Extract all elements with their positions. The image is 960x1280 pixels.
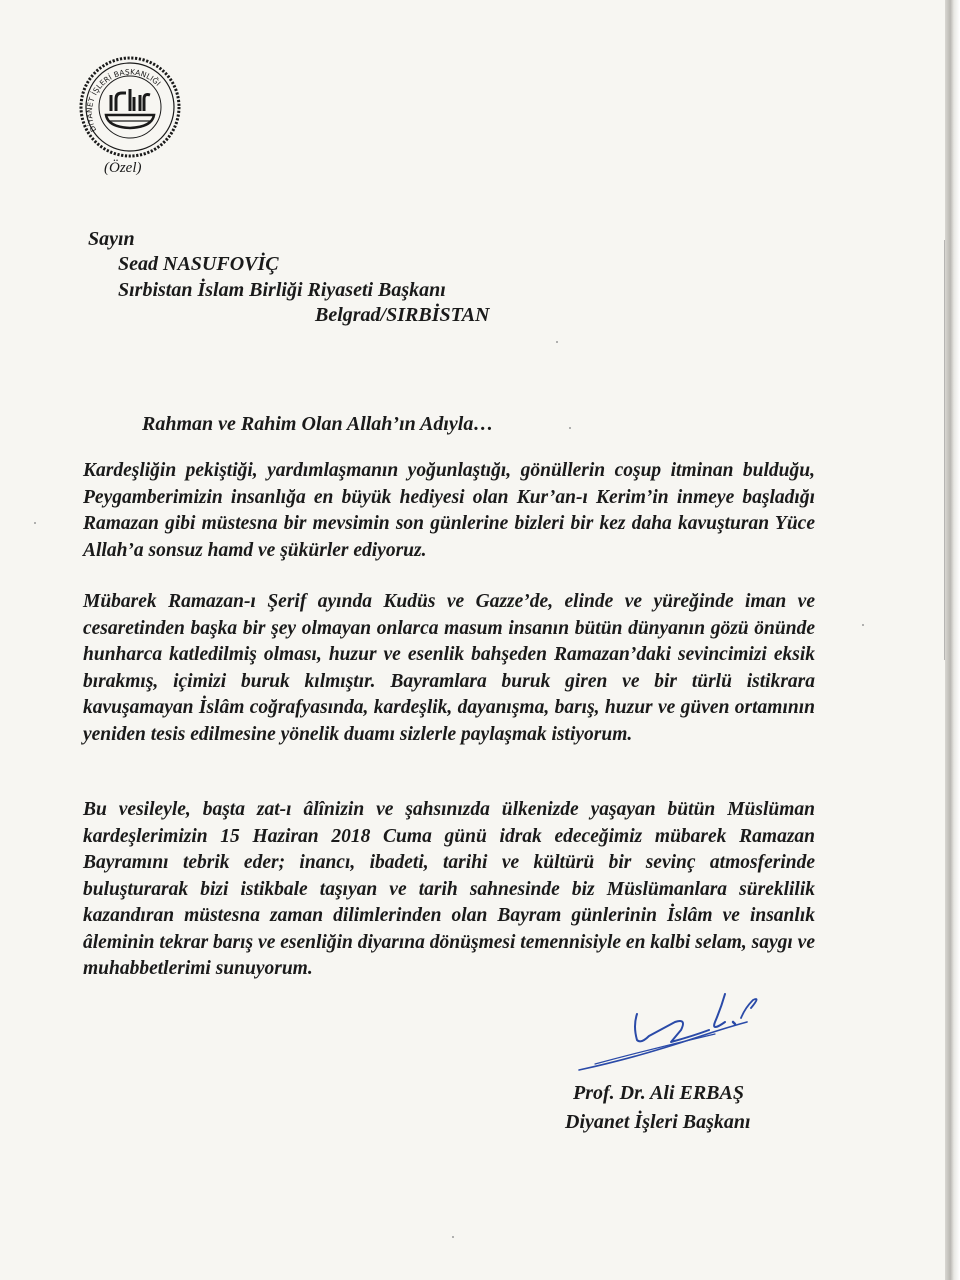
recipient-name: Sead NASUFOVİÇ — [118, 253, 279, 275]
body-paragraph-1: Kardeşliğin pekiştiği, yardımlaşmanın yoğunlaştığı, gönüllerin coşup itminan bulduğu, Peygamberimizin insanlığa en büyük hediyesi olan Kur’an-ı Kerim’in inmeye başladığı Ramazan gibi müstesna bir mevsimin son günlerine bizleri bir kez daha kavuşturan Yüce Allah’a sonsuz hamd ve şükürler ediyoruz. — [83, 460, 815, 561]
letter-greeting: Rahman ve Rahim Olan Allah’ın Adıyla… — [142, 413, 494, 435]
recipient-salutation: Sayın — [88, 228, 135, 250]
paper-speck — [34, 522, 36, 524]
svg-text:DİYANET İŞLERİ BAŞKANLIĞI — [85, 67, 163, 133]
handwritten-signature-icon — [575, 978, 775, 1078]
paper-speck — [569, 427, 571, 429]
classification-label: (Özel) — [104, 160, 142, 176]
signatory-name: Prof. Dr. Ali ERBAŞ — [573, 1082, 744, 1104]
seal-lettering: DİYANET İŞLERİ BAŞKANLIĞI — [84, 67, 163, 134]
body-paragraph-2: Mübarek Ramazan-ı Şerif ayında Kudüs ve Gazze’de, elinde ve yüreğinde iman ve cesaretinden başka bir şey olmayan onlarca masum insanın bütün dünyanın gözü önünde hunharca katledilmiş olması, huzur ve esenlik bahşeden Ramazan’daki sevincimizi eksik bırakmış, içimizi buruk kılmıştır. Bayramlara buruk giren ve bir türlü istikrara kavuşamayan İslâm coğrafyasında, kardeşlik, dayanışma, barış, huzur ve güven ortamının yeniden tesis edilmesine yönelik duamı sizlerle paylaşmak istiyorum. — [83, 591, 815, 745]
paper-speck — [452, 1236, 454, 1238]
diyanet-emblem-icon — [78, 55, 182, 159]
signatory-title: Diyanet İşleri Başkanı — [565, 1111, 751, 1133]
page-edge — [945, 0, 960, 1280]
paper-speck — [556, 341, 558, 343]
recipient-location: Belgrad/SIRBİSTAN — [315, 304, 490, 326]
recipient-position: Sırbistan İslam Birliği Riyaseti Başkanı — [118, 279, 446, 301]
paper-speck — [862, 624, 864, 626]
body-paragraph-3: Bu vesileyle, başta zat-ı âlînizin ve şahsınızda ülkenizde yaşayan bütün Müslüman kardeşlerimizin 15 Haziran 2018 Cuma günü idrak edeceğimiz mübarek Ramazan Bayramını tebrik eder; inancı, ibadeti, tarihi ve kültürü bir sevinç atmosferinde buluşturarak bizi istikbale taşıyan ve tarih sahnesinde biz Müslümanlara süreklilik kazandıran müstesna zaman dilimlerinden olan Bayram günlerinin İslâm ve insanlık âleminin tekrar barış ve esenliğin diyarına dönüşmesi temennisiyle en kalbi selam, saygı ve muhabbetlerimi sunuyorum. — [83, 799, 815, 979]
